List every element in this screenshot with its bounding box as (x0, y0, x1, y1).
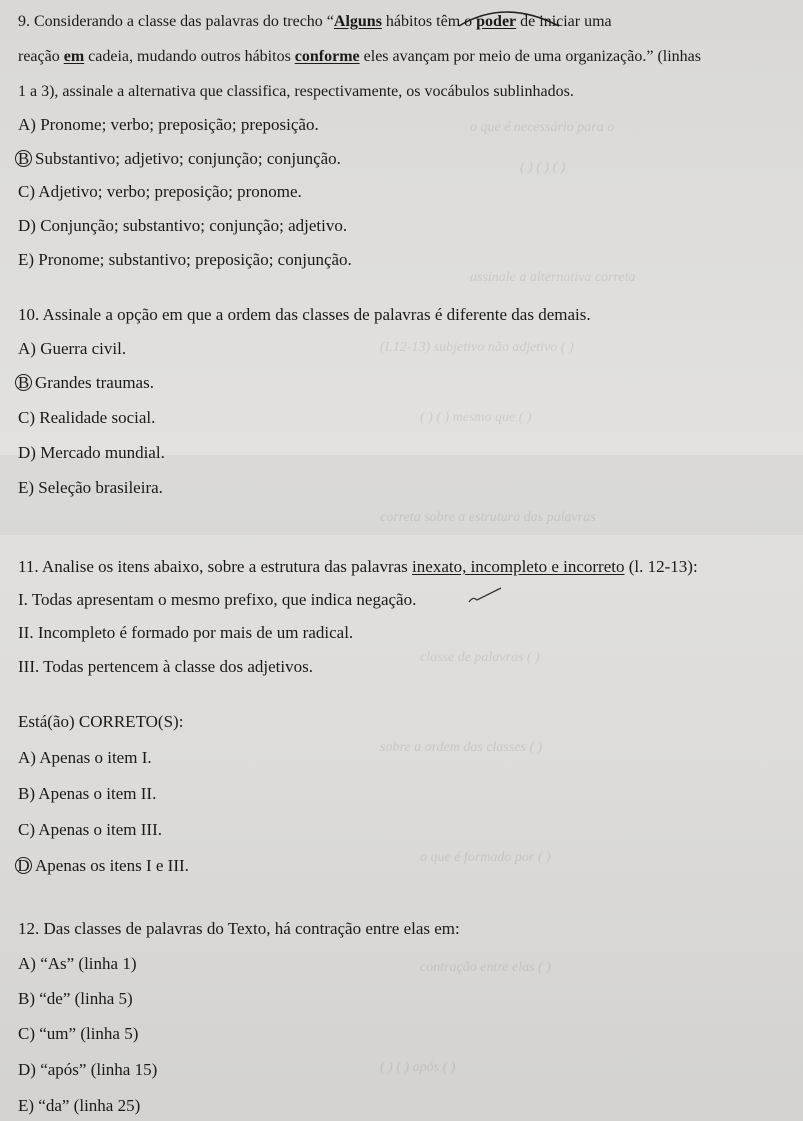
q11-option-a: A) Apenas o item I. (18, 748, 152, 767)
handwritten-tick-mark (465, 586, 505, 608)
bleed-through: classe de palavras ( ) (420, 650, 540, 665)
text: hábitos têm o (381, 13, 477, 30)
q9-line-1 (18, 12, 612, 32)
q9-line-2 (18, 47, 701, 67)
q10-option-c: C) Realidade social. (18, 408, 156, 427)
circled-answer-mark: B (15, 374, 32, 391)
underlined-word: poder (476, 13, 517, 30)
q9-option-a: A) Pronome; verbo; preposição; preposição. (18, 115, 319, 134)
underlined-word: em (63, 48, 85, 65)
q11-item-3: III. Todas pertencem à classe dos adjetivos. (18, 657, 313, 676)
bleed-through: contração entre elas ( ) (420, 960, 551, 975)
q9-line-3: 1 a 3), assinale a alternativa que classifica, respectivamente, os vocábulos sublinhados. (18, 83, 574, 100)
option-text: Grandes traumas. (35, 373, 154, 392)
text: reação (18, 48, 64, 65)
q12-title: 12. Das classes de palavras do Texto, há contração entre elas em: (18, 919, 460, 938)
q10-option-b (18, 373, 154, 393)
text: eles avançam por meio de uma organização.” (linhas (359, 48, 701, 65)
q12-option-e: E) “da” (linha 25) (18, 1096, 141, 1115)
option-text: Substantivo; adjetivo; conjunção; conjunção. (35, 149, 341, 168)
q10-option-e: E) Seleção brasileira. (18, 478, 163, 497)
q11-option-c: C) Apenas o item III. (18, 820, 162, 839)
q12-option-c: C) “um” (linha 5) (18, 1024, 139, 1043)
q11-option-b: B) Apenas o item II. (18, 784, 157, 803)
q11-item-1: I. Todas apresentam o mesmo prefixo, que indica negação. (18, 590, 417, 609)
circled-answer-mark: D (15, 857, 32, 874)
text: de iniciar uma (516, 13, 612, 30)
q9-option-e: E) Pronome; substantivo; preposição; conjunção. (18, 250, 352, 269)
bleed-through: ( ) ( ) mesmo que ( ) (420, 410, 532, 425)
q10-option-a: A) Guerra civil. (18, 339, 127, 358)
q9-option-b (18, 149, 341, 169)
bleed-through: assinale a alternativa correta (470, 270, 636, 285)
q9-option-d: D) Conjunção; substantivo; conjunção; adjetivo. (18, 216, 348, 235)
option-text: Apenas os itens I e III. (35, 856, 189, 875)
underlined-word: Alguns (333, 13, 382, 30)
q12-option-a: A) “As” (linha 1) (18, 954, 137, 973)
text: cadeia, mudando outros hábitos (84, 48, 295, 65)
bleed-through: sobre a ordem das classes ( ) (380, 740, 543, 755)
q12-option-d: D) “após” (linha 15) (18, 1060, 158, 1079)
bleed-through: correta sobre a estrutura das palavras (380, 510, 596, 525)
q11-prompt: Está(ão) CORRETO(S): (18, 712, 184, 731)
q11-item-2: II. Incompleto é formado por mais de um radical. (18, 623, 354, 642)
bleed-through: o que é formado por ( ) (420, 850, 551, 865)
underlined-words: inexato, incompleto e incorreto (412, 557, 625, 576)
text: (l. 12-13): (624, 557, 698, 576)
bleed-through: ( ) ( ) após ( ) (380, 1060, 456, 1075)
circled-answer-mark: B (15, 150, 32, 167)
q9-option-c: C) Adjetivo; verbo; preposição; pronome. (18, 182, 302, 201)
bleed-through: (I.12-13) subjetivo não adjetivo ( ) (380, 340, 574, 355)
text: 11. Analise os itens abaixo, sobre a estrutura das palavras (18, 557, 413, 576)
q10-option-d: D) Mercado mundial. (18, 443, 165, 462)
underlined-word: conforme (294, 48, 360, 65)
q11-option-d (18, 856, 189, 876)
bleed-through: o que é necessário para o (470, 120, 615, 135)
text: 9. Considerando a classe das palavras do trecho “ (18, 13, 334, 30)
q11-title (18, 557, 698, 577)
q10-title: 10. Assinale a opção em que a ordem das classes de palavras é diferente das demais. (18, 305, 591, 324)
bleed-through: ( ) ( ) ( ) (520, 160, 566, 175)
q12-option-b: B) “de” (linha 5) (18, 989, 133, 1008)
